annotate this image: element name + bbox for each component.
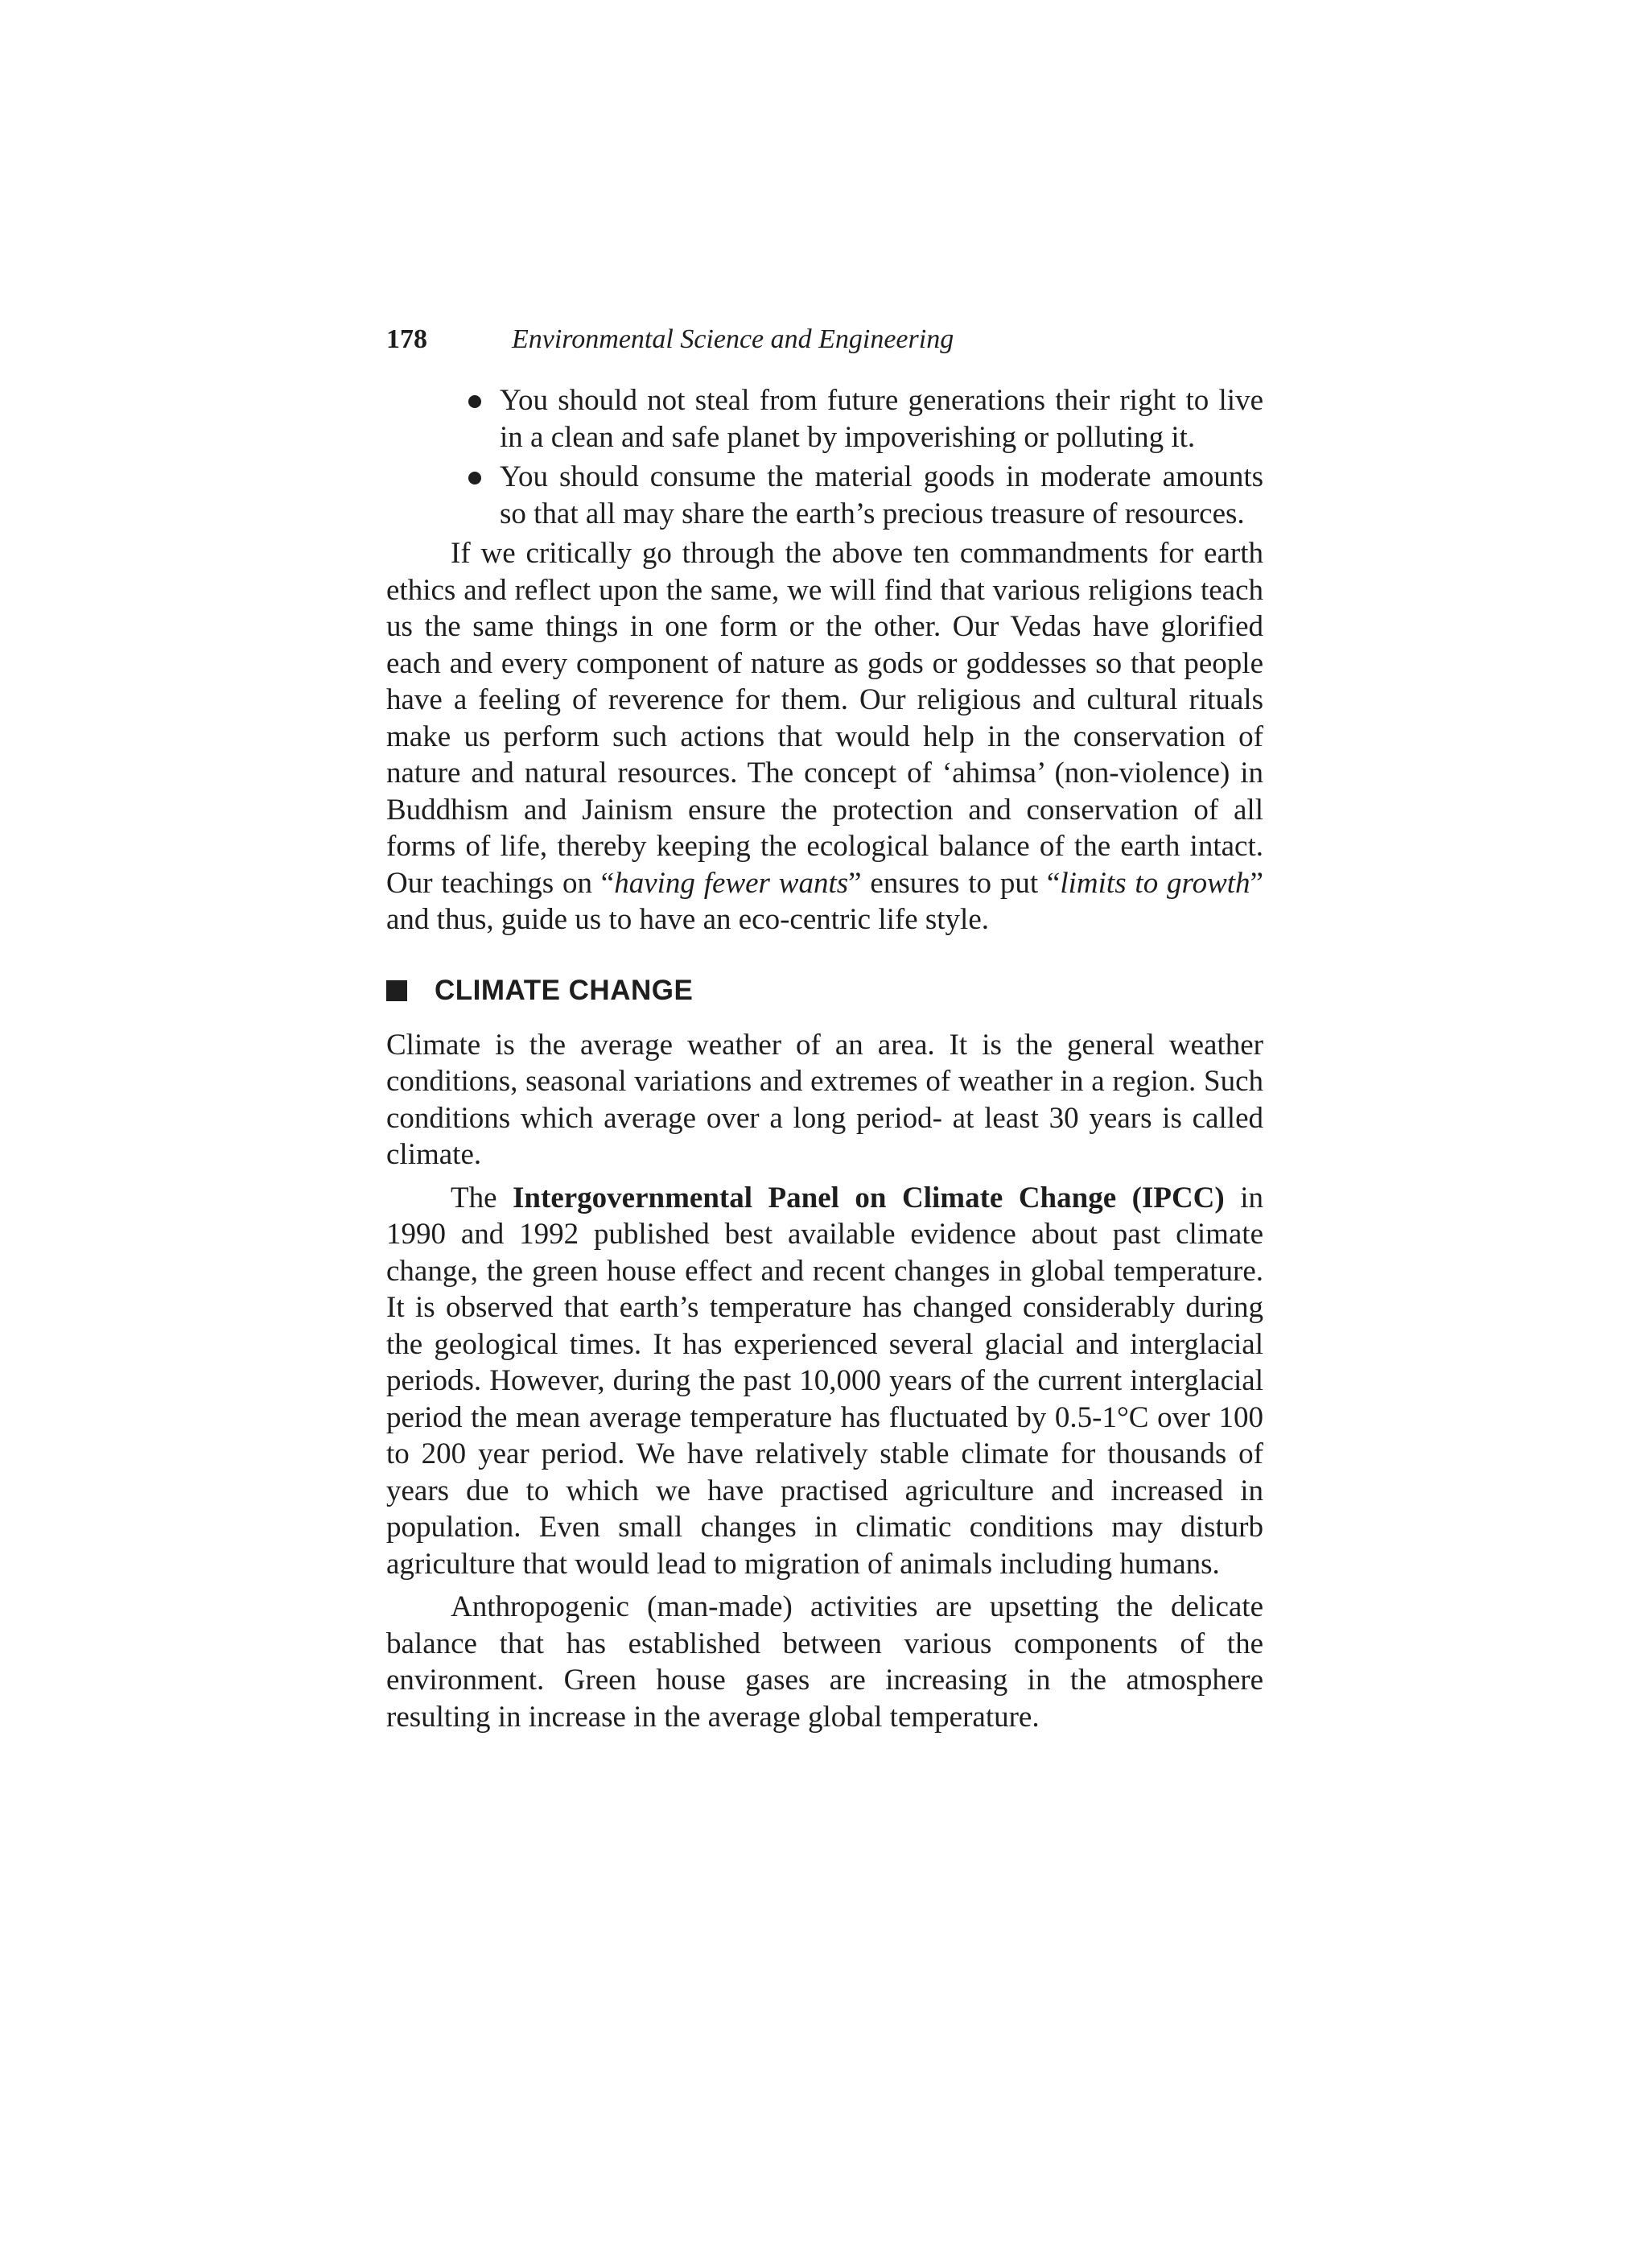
quote-limits-to-growth: limits to growth bbox=[1060, 866, 1250, 900]
ethics-text: If we critically go through the above ten commandments for earth ethics and reflect upon the same, we will find that various religions teach us the same things in one form or the other. Our Vedas have glorified each and every component of nature as gods or goddesses so that people have a feeling of reverence for them. Our religious and cultural rituals make us perform such actions that would help in the conservation of nature and natural resources. The concept of ‘ahimsa’ (non-violence) in Buddhism and Jainism ensure the protection and conservation of all forms of life, thereby keeping the ecological balance of the earth intact. Our teachings on “ bbox=[386, 537, 1263, 900]
climate-definition-paragraph: Climate is the average weather of an area. It is the general weather conditions, seasonal variations and extremes of weather in a region. Such conditions which average over a long period- at least 30 years is called climate. bbox=[386, 1028, 1263, 1171]
quote-having-fewer-wants: having fewer wants bbox=[614, 866, 849, 900]
list-item bbox=[386, 459, 1263, 532]
ipcc-text: in 1990 and 1992 published best available evidence about past climate change, the green house effect and recent changes in global temperature. It is observed that earth’s temperature has changed considerably during the geological times. It has experienced several glacial and interglacial periods. However, during the past 10,000 years of the current interglacial period the mean average temperature has fluctuated by 0.5-1°C over 100 to 200 year period. We have relatively stable climate for thousands of years due to which we have practised agriculture and increased in population. Even small changes in climatic conditions may disturb agriculture that would lead to migration of animals including humans. bbox=[386, 1181, 1264, 1581]
section-heading bbox=[386, 971, 1263, 1011]
list-item-text: You should not steal from future generations their right to live in a clean and safe planet by impoverishing or polluting it. bbox=[500, 384, 1263, 454]
square-bullet-icon bbox=[386, 980, 407, 1001]
ethics-paragraph bbox=[386, 535, 1263, 938]
bullet-icon bbox=[468, 472, 481, 485]
ipcc-term: Intergovernmental Panel on Climate Change (IPCC) bbox=[513, 1181, 1225, 1214]
commandments-list bbox=[386, 382, 1263, 532]
list-item-text: You should consume the material goods in moderate amounts so that all may share the earth’s precious treasure of resources. bbox=[500, 460, 1263, 530]
page-header bbox=[386, 315, 1263, 364]
page-number: 178 bbox=[386, 324, 427, 354]
page-content bbox=[386, 382, 1263, 1735]
list-item bbox=[386, 382, 1263, 456]
bullet-icon bbox=[468, 395, 481, 408]
ipcc-paragraph bbox=[386, 1180, 1263, 1583]
anthropogenic-paragraph: Anthropogenic (man-made) activities are upsetting the delicate balance that has established between various components of the environment. Green house gases are increasing in the atmosphere resulting in increase in the average global temperature. bbox=[386, 1590, 1263, 1734]
section-title: CLIMATE CHANGE bbox=[435, 974, 694, 1006]
running-title: Environmental Science and Engineering bbox=[512, 324, 954, 354]
ethics-text-end: ” and thus, guide us to have an eco-centric life style. bbox=[386, 866, 1263, 936]
ipcc-lead: The bbox=[451, 1181, 513, 1214]
ethics-text-between: ” ensures to put “ bbox=[848, 866, 1061, 900]
